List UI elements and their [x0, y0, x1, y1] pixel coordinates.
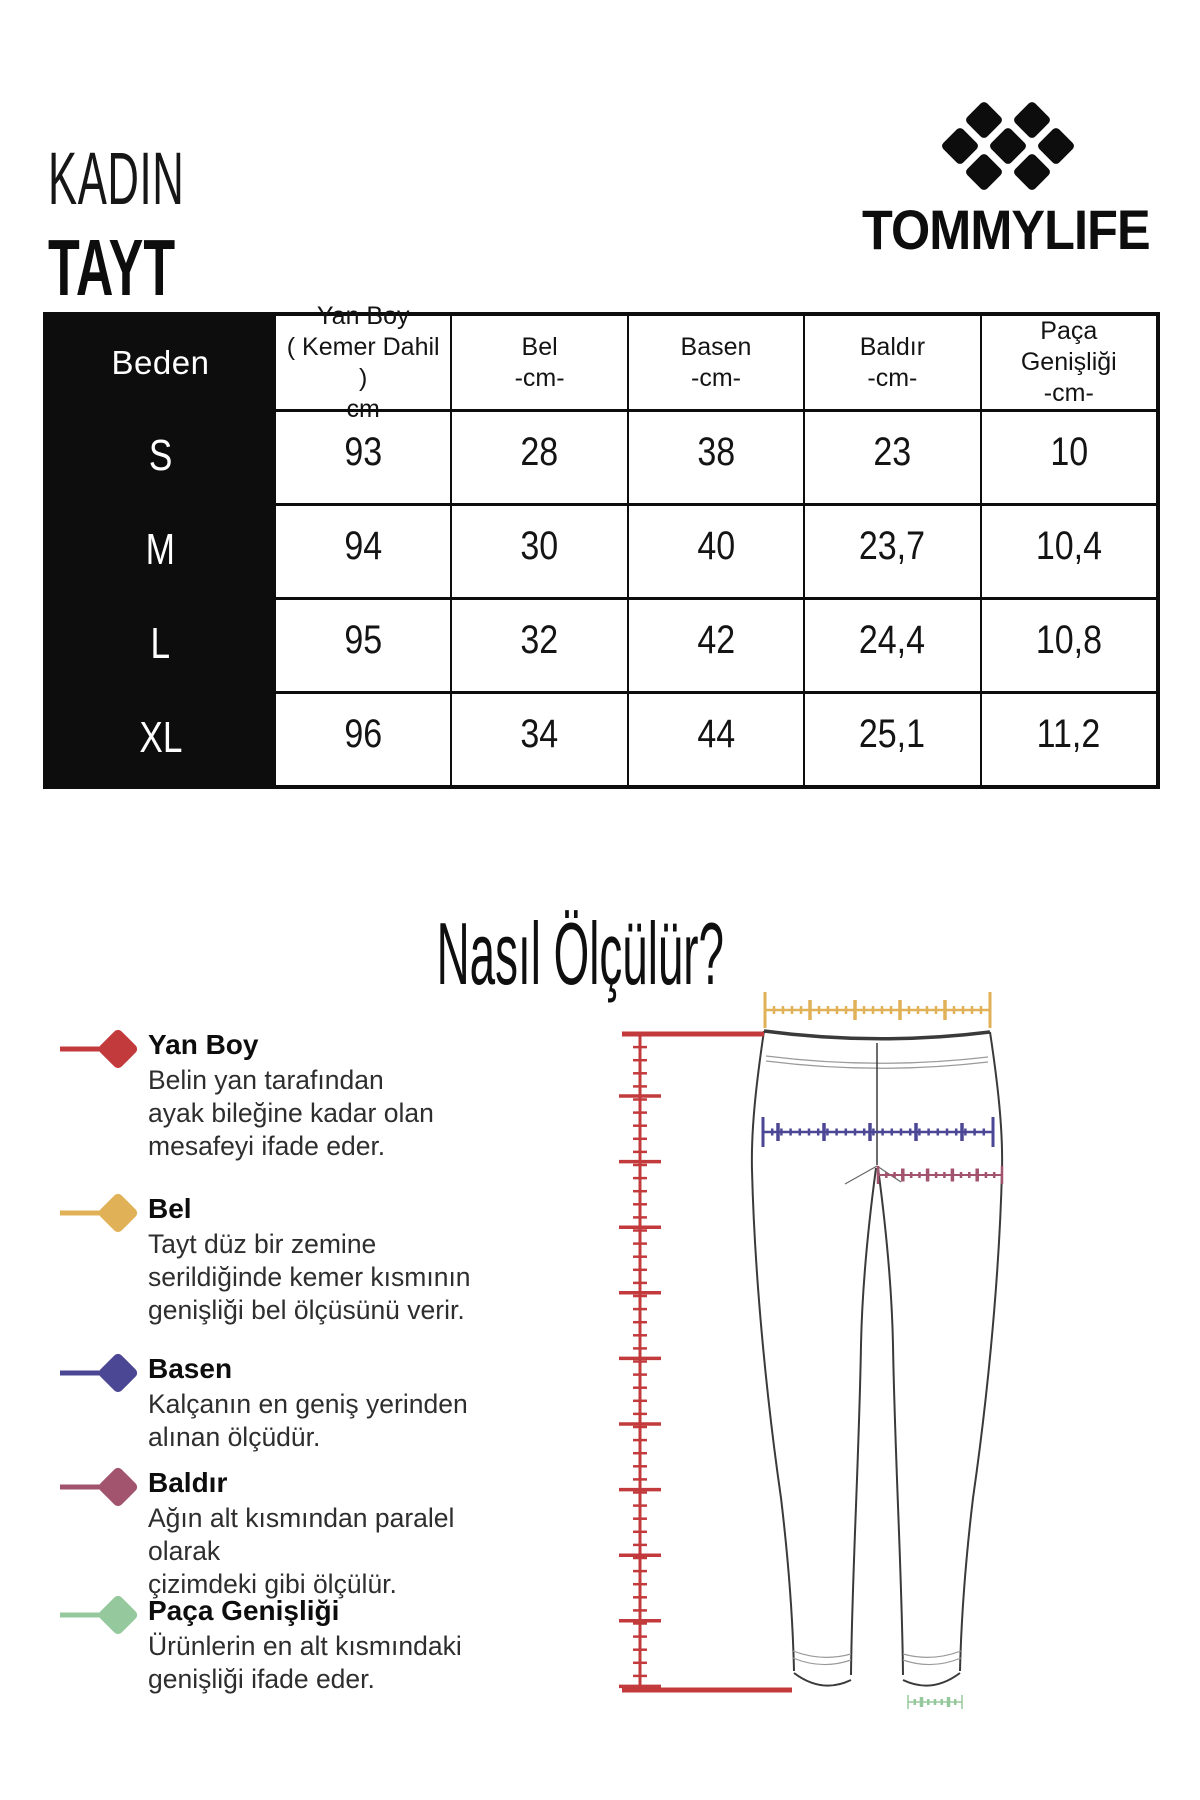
table-cell: 32	[450, 597, 626, 691]
bel-diamond-icon	[56, 1183, 206, 1243]
left-cuff-line	[794, 1673, 851, 1686]
size-table-header-yan-boy: Yan Boy ( Kemer Dahil ) -cm-	[274, 316, 450, 409]
legend-item-basen	[56, 1352, 526, 1454]
brand-name	[830, 198, 1150, 261]
baldir-ruler	[878, 1166, 1002, 1184]
product-title	[48, 223, 244, 312]
size-table-header-beden: Beden	[47, 316, 274, 409]
waistband-seam-line	[766, 1056, 988, 1063]
table-cell: 38	[627, 409, 803, 503]
right-cuff-line	[903, 1673, 960, 1686]
size-row-label: XL	[47, 691, 274, 785]
right-hem-seam	[903, 1658, 961, 1665]
size-table-header-basen: Basen -cm-	[627, 316, 803, 409]
size-table-header-paca: Paça Genişliği -cm-	[980, 316, 1156, 409]
legend-item-paca-genisligi	[56, 1594, 526, 1696]
brand-name-text: TOMMYLIFE	[862, 198, 1150, 261]
legend-description-line: Tayt düz bir zemine	[148, 1229, 377, 1259]
right-outer-leg-line	[960, 1032, 1002, 1671]
table-cell: 28	[450, 409, 626, 503]
legend-item-yan-boy	[56, 1028, 526, 1163]
how-to-measure-title: Nasıl Ölçülür?	[436, 904, 724, 1003]
table-cell: 42	[627, 597, 803, 691]
table-cell: 10,8	[980, 597, 1156, 691]
basen-diamond-icon	[56, 1343, 206, 1403]
size-table	[43, 301, 1160, 789]
crotch-seam-whisker	[877, 1166, 901, 1182]
crotch-seam-whisker	[845, 1166, 877, 1184]
baldir-diamond-icon	[56, 1457, 206, 1517]
waistband-top-line	[764, 1031, 990, 1039]
left-hem-seam	[793, 1651, 851, 1657]
legend-description-line: genişliği bel ölçüsünü verir.	[148, 1295, 465, 1325]
left-outer-leg-line	[752, 1031, 794, 1671]
table-cell: 93	[274, 409, 450, 503]
table-cell: 34	[450, 691, 626, 785]
table-cell: 10,4	[980, 503, 1156, 597]
legend-title: Bel	[148, 1193, 192, 1224]
yan-boy-diamond-icon	[56, 1019, 206, 1079]
yan-boy-ruler	[619, 1034, 792, 1690]
legend-description-line: Ürünlerin en alt kısmındaki	[148, 1631, 462, 1661]
waistband-seam-line	[766, 1061, 988, 1068]
legend-description-line: Belin yan tarafından	[148, 1065, 384, 1095]
legend-title: Baldır	[148, 1467, 228, 1498]
table-cell: 94	[274, 503, 450, 597]
category-title	[48, 137, 279, 220]
table-cell: 23,7	[803, 503, 979, 597]
legend-description-line: çizimdeki gibi ölçülür.	[148, 1569, 397, 1599]
table-cell: 40	[627, 503, 803, 597]
legend-item-bel	[56, 1192, 526, 1327]
table-cell: 24,4	[803, 597, 979, 691]
category-title-text: KADIN	[48, 137, 185, 220]
left-inner-leg-line	[851, 1168, 876, 1675]
size-table-header-bel: Bel -cm-	[450, 316, 626, 409]
size-row-label: M	[47, 503, 274, 597]
right-hem-seam	[903, 1651, 961, 1657]
table-cell: 30	[450, 503, 626, 597]
brand-logo-diamonds-icon	[938, 98, 1078, 194]
size-table-header-baldir: Baldır -cm-	[803, 316, 979, 409]
leggings-outline	[752, 1031, 1002, 1686]
legend-description-line: mesafeyi ifade eder.	[148, 1131, 386, 1161]
size-row-label: S	[47, 409, 274, 503]
legend-title: Yan Boy	[148, 1029, 259, 1060]
table-cell: 96	[274, 691, 450, 785]
size-row-label: L	[47, 597, 274, 691]
table-cell: 10	[980, 409, 1156, 503]
paca-genisligi-ruler	[908, 1695, 962, 1709]
legend-description-line: ayak bileğine kadar olan	[148, 1098, 434, 1128]
table-cell: 44	[627, 691, 803, 785]
table-cell: 11,2	[980, 691, 1156, 785]
right-inner-leg-line	[878, 1168, 903, 1675]
legend-description-line: genişliği ifade eder.	[148, 1664, 375, 1694]
legend-title: Paça Genişliği	[148, 1595, 340, 1626]
legend-title: Basen	[148, 1353, 233, 1384]
basen-ruler	[763, 1117, 993, 1147]
legend-description-line: alınan ölçüdür.	[148, 1422, 321, 1452]
paca-genisligi-diamond-icon	[56, 1585, 206, 1645]
legend-item-baldir	[56, 1466, 526, 1601]
table-cell: 23	[803, 409, 979, 503]
table-cell: 25,1	[803, 691, 979, 785]
legend-description-line: serildiğinde kemer kısmının	[148, 1262, 471, 1292]
product-title-text: TAYT	[48, 223, 176, 312]
legend-description-line: Ağın alt kısmından paralel olarak	[148, 1503, 455, 1566]
table-cell: 95	[274, 597, 450, 691]
left-hem-seam	[793, 1658, 851, 1665]
legend-description-line: Kalçanın en geniş yerinden	[148, 1389, 468, 1419]
